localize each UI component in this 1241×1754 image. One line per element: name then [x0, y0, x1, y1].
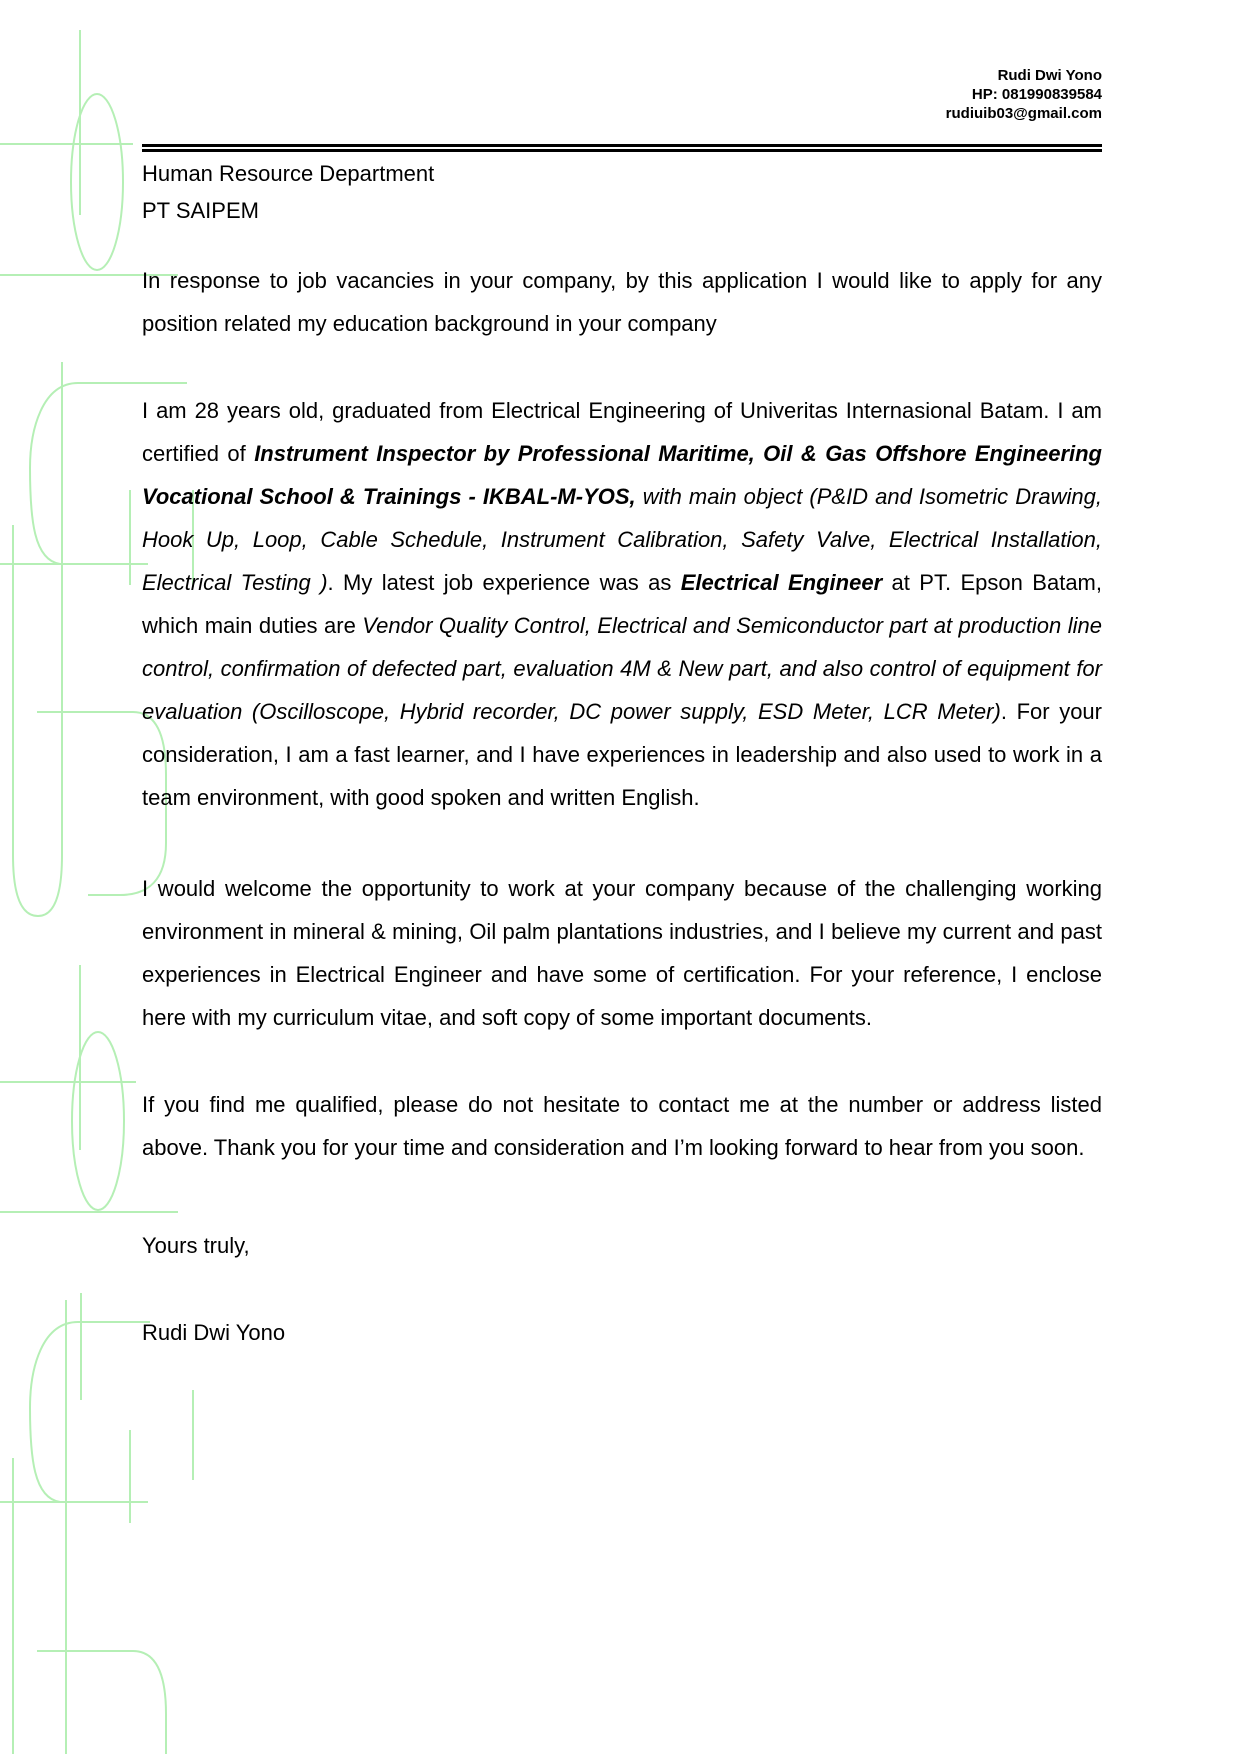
text-segment: at PT. Epson Batam, which main duties are — [142, 570, 1102, 638]
text-segment: Vendor Quality Control, Electrical and Semiconductor part at production line control, confirmation of defected part, evaluation 4M & New part, and also control of equipment for evaluation (Oscilloscope, Hybrid recorder, DC power supply, ESD Meter, LCR Meter) — [142, 613, 1102, 724]
letter-content — [142, 0, 1102, 1354]
text-segment: with main object (P&ID and Isometric Drawing, Hook Up, Loop, Cable Schedule, Instrument Calibration, Safety Valve, Electrical Installation, Electrical Testing ) — [142, 484, 1102, 595]
header-double-rule — [142, 144, 1102, 152]
text-segment: . For your consideration, I am a fast learner, and I have experiences in leadership and also used to work in a team environment, with good spoken and written English. — [142, 699, 1102, 810]
sender-name: Rudi Dwi Yono — [997, 67, 1102, 84]
text-segment: . My latest job experience was as — [327, 570, 681, 595]
text-segment: If you find me qualified, please do not hesitate to contact me at the number or address listed above. Thank you for your time and consideration and I’m looking forward to hear from you soon. — [142, 1092, 1102, 1160]
text-segment: I am 28 years old, graduated from Electrical Engineering of Univeritas Internasional Batam. I am certified of — [142, 398, 1102, 466]
paragraph-motivation — [142, 867, 1102, 1039]
paragraph-contact-request — [142, 1083, 1102, 1169]
text-segment: Instrument Inspector by Professional Maritime, Oil & Gas Offshore Engineering Vocational School & Trainings - IKBAL-M-YOS, — [142, 441, 1102, 509]
recipient-block — [142, 155, 1102, 229]
text-segment: In response to job vacancies in your company, by this application I would like to apply for any position related my education background in your company — [142, 268, 1102, 336]
closing-salutation: Yours truly, — [142, 1233, 250, 1258]
recipient-department: Human Resource Department — [142, 161, 435, 186]
text-segment: Electrical Engineer — [680, 570, 883, 595]
closing-signature: Rudi Dwi Yono — [142, 1320, 286, 1345]
paragraph-intro — [142, 259, 1102, 345]
text-segment: I would welcome the opportunity to work at your company because of the challenging working environment in mineral & mining, Oil palm plantations industries, and I believe my current and past experiences in Electrical Engineer and have some of certification. For your reference, I enclose here with my curriculum vitae, and soft copy of some important documents. — [142, 876, 1102, 1030]
recipient-company: PT SAIPEM — [142, 198, 259, 223]
sender-phone: HP: 081990839584 — [971, 86, 1102, 103]
paragraph-qualifications — [142, 389, 1102, 819]
sender-contact-block — [142, 0, 1102, 123]
sender-email: rudiuib03@gmail.com — [945, 105, 1102, 122]
